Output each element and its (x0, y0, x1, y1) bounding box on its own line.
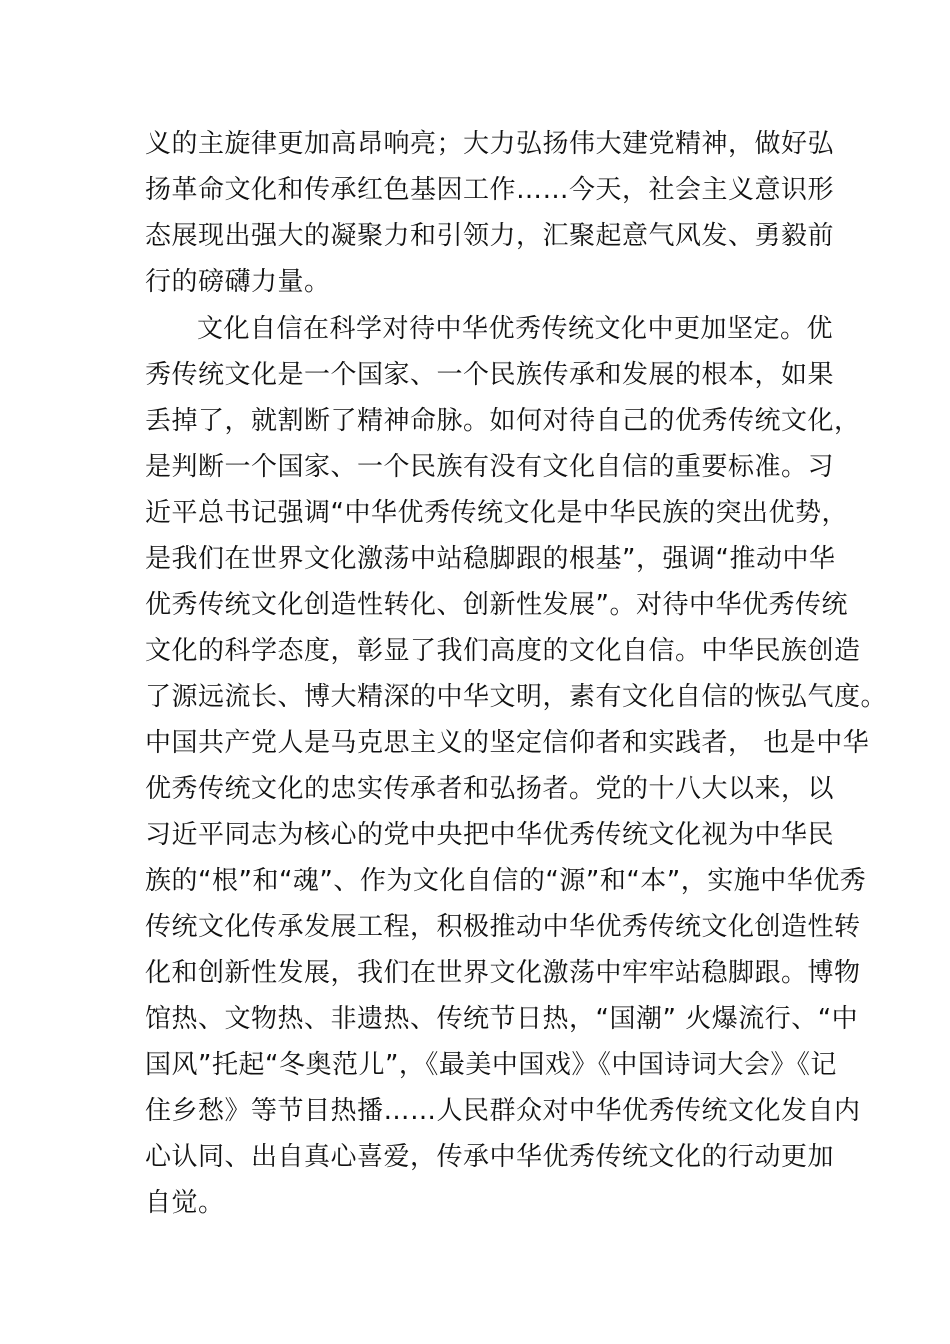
text-line: 优秀传统文化的忠实传承者和弘扬者。党的十八大以来，以 (145, 774, 835, 804)
text-line: 丢掉了，就割断了精神命脉。如何对待自己的优秀传统文化， (145, 406, 861, 436)
text-line: 了源远流长、博大精深的中华文明，素有文化自信的恢弘气度。 (145, 682, 888, 712)
text-line: 是我们在世界文化激荡中站稳脚跟的根基”，强调“推动中华 (145, 544, 836, 574)
text-line: 扬革命文化和传承红色基因工作……今天，社会主义意识形 (145, 175, 835, 205)
text-line: 文化的科学态度，彰显了我们高度的文化自信。中华民族创造 (145, 636, 861, 666)
text-line: 近平总书记强调“中华优秀传统文化是中华民族的突出优势， (145, 498, 848, 528)
text-line: 文化自信在科学对待中华优秀传统文化中更加坚定。优 (197, 314, 834, 344)
text-line: 习近平同志为核心的党中央把中华优秀传统文化视为中华民 (145, 820, 835, 850)
text-line: 中国共产党人是马克思主义的坚定信仰者和实践者， 也是中华 (145, 728, 870, 758)
text-line: 国风”托起“冬奥范儿”，《最美中国戏》《中国诗词大会》《记 (145, 1050, 837, 1080)
text-line: 态展现出强大的凝聚力和引领力，汇聚起意气风发、勇毅前 (145, 221, 835, 251)
text-line: 住乡愁》等节目热播……人民群众对中华优秀传统文化发自内 (145, 1096, 861, 1126)
text-line: 馆热、文物热、非遗热、传统节日热，“国潮” 火爆流行、“中 (145, 1004, 859, 1034)
text-line: 行的磅礴力量。 (145, 267, 331, 297)
text-line: 自觉。 (145, 1188, 225, 1218)
text-line: 秀传统文化是一个国家、一个民族传承和发展的根本，如果 (145, 360, 835, 390)
text-line: 心认同、出自真心喜爱，传承中华优秀传统文化的行动更加 (145, 1142, 835, 1172)
text-line: 传统文化传承发展工程，积极推动中华优秀传统文化创造性转 (145, 912, 861, 942)
text-line: 义的主旋律更加高昂响亮；大力弘扬伟大建党精神，做好弘 (145, 129, 835, 159)
text-line: 优秀传统文化创造性转化、创新性发展”。对待中华优秀传统 (145, 590, 848, 620)
text-line: 是判断一个国家、一个民族有没有文化自信的重要标准。习 (145, 452, 835, 482)
text-line: 化和创新性发展，我们在世界文化激荡中牢牢站稳脚跟。博物 (145, 958, 861, 988)
text-line: 族的“根”和“魂”、作为文化自信的“源”和“本”，实施中华优秀 (145, 866, 867, 896)
